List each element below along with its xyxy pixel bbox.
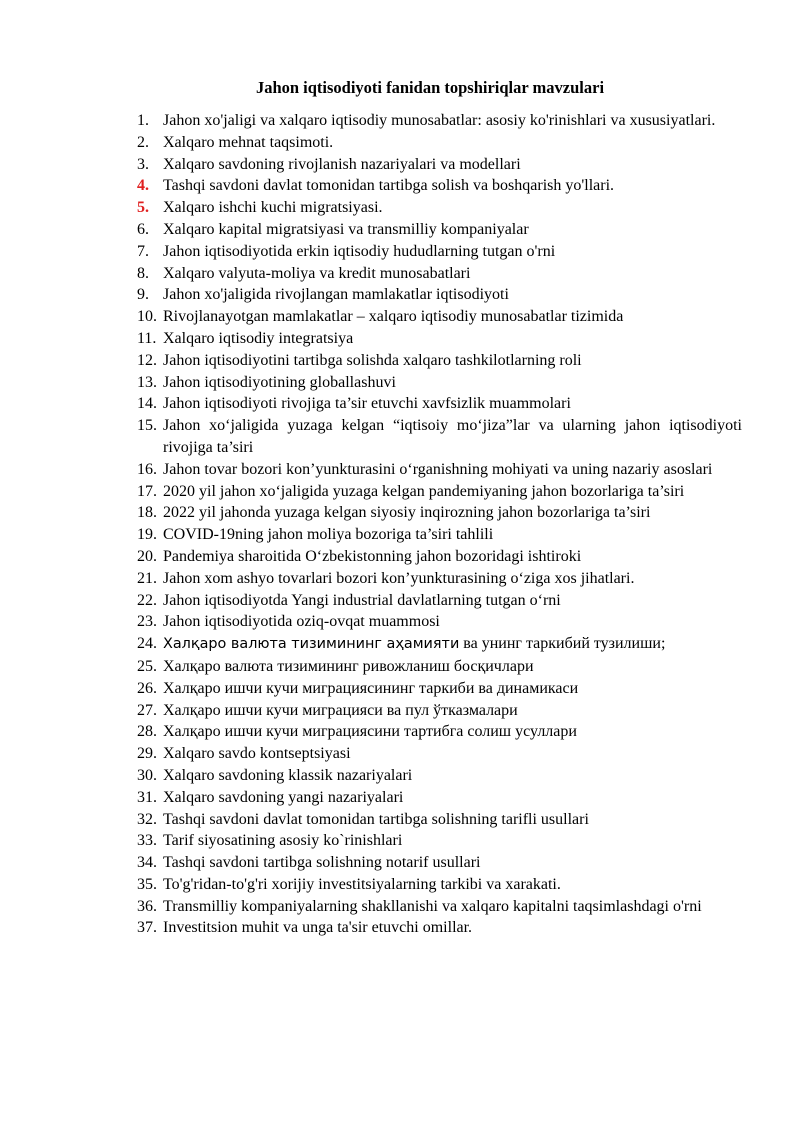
list-item-33 — [137, 830, 742, 852]
list-item-7 — [137, 241, 742, 263]
item-number: 6. — [137, 220, 149, 238]
list-item-20 — [137, 546, 742, 568]
item-text: Tashqi savdoni davlat tomonidan tartibga solishning tarifli usullari — [163, 810, 589, 828]
item-number-highlighted: 4. — [137, 177, 149, 195]
item-number: 11. — [137, 329, 157, 347]
item-number: 19. — [137, 526, 157, 544]
list-item-30 — [137, 765, 742, 787]
item-number: 17. — [137, 482, 157, 500]
item-number: 36. — [137, 897, 157, 915]
item-text: Rivojlanayotgan mamlakatlar – xalqaro iqtisodiy munosabatlar tizimida — [163, 308, 624, 326]
list-item-31 — [137, 787, 742, 809]
item-number: 28. — [137, 723, 157, 741]
item-text: Jahon iqtisodiyotida oziq-ovqat muammosi — [163, 613, 440, 631]
list-item-37 — [137, 917, 742, 939]
item-text: Jahon iqtisodiyotining globallashuvi — [163, 373, 396, 391]
item-number: 7. — [137, 242, 149, 260]
item-text: Xalqaro kapital migratsiyasi va transmilliy kompaniyalar — [163, 220, 529, 238]
item-text: Tarif siyosatining asosiy ko`rinishlari — [163, 832, 403, 850]
list-item-4 — [137, 175, 742, 197]
list-item-29 — [137, 743, 742, 765]
list-item-17 — [137, 481, 742, 503]
list-item-8 — [137, 263, 742, 285]
topic-list — [137, 110, 742, 939]
item-text: Tashqi savdoni tartibga solishning notarif usullari — [163, 854, 481, 872]
item-text: Pandemiya sharoitida O‘zbekistonning jahon bozoridagi ishtiroki — [163, 547, 582, 565]
item-text: Xalqaro iqtisodiy integratsiya — [163, 329, 354, 347]
list-item-12 — [137, 350, 742, 372]
item-text: Xalqaro savdoning rivojlanish nazariyalari va modellari — [163, 155, 521, 173]
item-number: 26. — [137, 679, 157, 697]
list-item-36 — [137, 896, 742, 918]
list-item-15 — [137, 415, 742, 459]
item-text: Халқаро ишчи кучи миграциясини тартибга солиш усуллари — [163, 723, 577, 741]
item-number: 35. — [137, 875, 157, 893]
item-number: 9. — [137, 286, 149, 304]
item-number-highlighted: 5. — [137, 199, 149, 217]
item-text: Jahon iqtisodiyotda Yangi industrial davlatlarning tutgan o‘rni — [163, 591, 561, 609]
item-text: Xalqaro savdoning yangi nazariyalari — [163, 788, 404, 806]
list-item-24 — [137, 633, 742, 656]
list-item-5 — [137, 197, 742, 219]
item-text: Xalqaro savdo kontseptsiyasi — [163, 745, 351, 763]
list-item-34 — [137, 852, 742, 874]
item-number: 14. — [137, 395, 157, 413]
item-number: 2. — [137, 133, 149, 151]
item-number: 29. — [137, 745, 157, 763]
list-item-19 — [137, 524, 742, 546]
item-text: Халқаро ишчи кучи миграцияси ва пул ўтказмалари — [163, 701, 518, 719]
item-text-part-a: Халқаро валюта тизимининг аҳамияти — [163, 636, 460, 653]
list-item-3 — [137, 154, 742, 176]
item-text: Халқаро валюта тизимининг ривожланиш босқичлари — [163, 657, 534, 675]
item-text: Xalqaro savdoning klassik nazariyalari — [163, 766, 413, 784]
item-text: Investitsion muhit va unga ta'sir etuvchi omillar. — [163, 919, 473, 937]
list-item-28 — [137, 721, 742, 743]
list-item-6 — [137, 219, 742, 241]
item-text: Xalqaro mehnat taqsimoti. — [163, 133, 334, 151]
list-item-23 — [137, 611, 742, 633]
list-item-25 — [137, 656, 742, 678]
list-item-14 — [137, 393, 742, 415]
item-number: 13. — [137, 373, 157, 391]
list-item-27 — [137, 700, 742, 722]
list-item-16 — [137, 459, 742, 481]
item-number: 8. — [137, 264, 149, 282]
list-item-18 — [137, 502, 742, 524]
item-number: 30. — [137, 766, 157, 784]
list-item-32 — [137, 809, 742, 831]
item-text: Jahon xo'jaligida rivojlangan mamlakatlar iqtisodiyoti — [163, 286, 509, 304]
item-number: 3. — [137, 155, 149, 173]
list-item-35 — [137, 874, 742, 896]
item-number: 27. — [137, 701, 157, 719]
item-number: 37. — [137, 919, 157, 937]
item-number: 10. — [137, 308, 157, 326]
item-text: To'g'ridan-to'g'ri xorijiy investitsiyalarning tarkibi va xarakati. — [163, 875, 561, 893]
item-text-part-b: ва унинг таркибий тузилиши; — [459, 635, 666, 653]
item-text: Tashqi savdoni davlat tomonidan tartibga solish va boshqarish yo'llari. — [163, 177, 615, 195]
item-text: Халқаро ишчи кучи миграциясининг таркиби ва динамикаси — [163, 679, 579, 697]
item-number: 18. — [137, 504, 157, 522]
item-text: COVID-19ning jahon moliya bozoriga ta’siri tahlili — [163, 526, 494, 544]
item-number: 1. — [137, 112, 149, 129]
list-item-26 — [137, 678, 742, 700]
item-number: 12. — [137, 351, 157, 369]
item-number: 22. — [137, 591, 157, 609]
item-text: Jahon xom ashyo tovarlari bozori kon’yunkturasining o‘ziga xos jihatlari. — [163, 569, 635, 587]
item-number: 16. — [137, 460, 157, 478]
item-text: Jahon iqtisodiyotini tartibga solishda xalqaro tashkilotlarning roli — [163, 351, 582, 369]
item-text: Jahon tovar bozori kon’yunkturasini o‘rganishning mohiyati va uning nazariy asoslari — [163, 460, 713, 478]
item-number: 34. — [137, 854, 157, 872]
list-item-22 — [137, 590, 742, 612]
item-text: Xalqaro ishchi kuchi migratsiyasi. — [163, 199, 383, 217]
page-title: Jahon iqtisodiyoti fanidan topshiriqlar mavzulari — [255, 78, 605, 97]
item-text: Jahon iqtisodiyotida erkin iqtisodiy hududlarning tutgan o'rni — [163, 242, 556, 260]
item-text: Jahon xo‘jaligida yuzaga kelgan “iqtisoiy mo‘jiza”lar va ularning jahon iqtisodiyoti rivojiga ta’siri — [163, 417, 742, 456]
list-item-1 — [137, 110, 742, 132]
list-item-10 — [137, 306, 742, 328]
item-number: 32. — [137, 810, 157, 828]
list-item-2 — [137, 132, 742, 154]
item-number: 20. — [137, 547, 157, 565]
item-number: 33. — [137, 832, 157, 850]
item-number: 25. — [137, 657, 157, 675]
item-text: Xalqaro valyuta-moliya va kredit munosabatlari — [163, 264, 471, 282]
item-number: 31. — [137, 788, 157, 806]
item-text — [163, 633, 742, 656]
list-item-9 — [137, 284, 742, 306]
item-number: 24. — [137, 635, 157, 653]
item-number: 23. — [137, 613, 157, 631]
list-item-11 — [137, 328, 742, 350]
item-text: 2022 yil jahonda yuzaga kelgan siyosiy inqirozning jahon bozorlariga ta’siri — [163, 504, 651, 522]
item-text: 2020 yil jahon xo‘jaligida yuzaga kelgan pandemiyaning jahon bozorlariga ta’siri — [163, 482, 685, 500]
list-item-13 — [137, 372, 742, 394]
item-text: Jahon iqtisodiyoti rivojiga ta’sir etuvchi xavfsizlik muammolari — [163, 395, 571, 413]
item-number: 21. — [137, 569, 157, 587]
item-text: Jahon xo'jaligi va xalqaro iqtisodiy munosabatlar: asosiy ko'rinishlari va xususiyatlari. — [163, 112, 716, 129]
item-text: Transmilliy kompaniyalarning shakllanishi va xalqaro kapitalni taqsimlashdagi o'rni — [163, 897, 702, 915]
item-number: 15. — [137, 417, 157, 435]
list-item-21 — [137, 568, 742, 590]
